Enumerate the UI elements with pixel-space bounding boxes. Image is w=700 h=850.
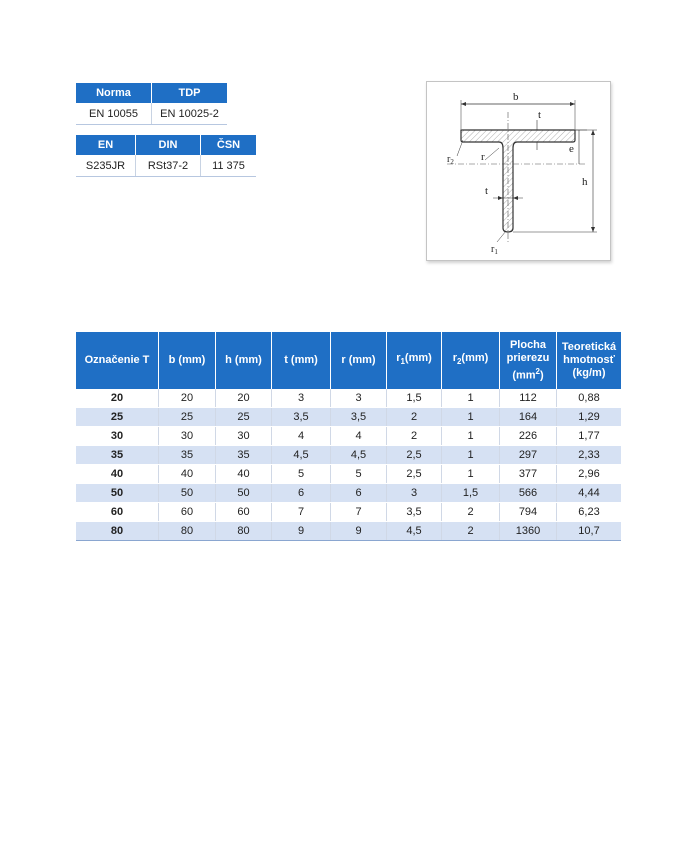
table-cell: 25 xyxy=(216,408,272,427)
table-cell: 60 xyxy=(76,503,159,522)
table-cell: 3 xyxy=(387,484,442,503)
table-cell: 7 xyxy=(331,503,387,522)
table-cell: 794 xyxy=(500,503,557,522)
table-cell: 2,5 xyxy=(387,465,442,484)
table-cell: 112 xyxy=(500,389,557,408)
table-row xyxy=(76,427,621,446)
table-cell: 60 xyxy=(216,503,272,522)
table-cell: 3,5 xyxy=(387,503,442,522)
table-cell: 20 xyxy=(76,389,159,408)
table-cell: 20 xyxy=(216,389,272,408)
label-e: e xyxy=(569,143,574,155)
table-cell: 4 xyxy=(272,427,331,446)
grade-table xyxy=(76,135,256,177)
t-profile-diagram xyxy=(426,81,611,261)
label-t-web: t xyxy=(485,185,489,197)
table-cell: 25 xyxy=(159,408,216,427)
table-cell: 40 xyxy=(216,465,272,484)
table-row xyxy=(76,465,621,484)
norm-value: EN 10055 xyxy=(76,103,152,125)
table-cell: 164 xyxy=(500,408,557,427)
table-row xyxy=(76,408,621,427)
table-cell: 4,5 xyxy=(272,446,331,465)
table-cell: 2 xyxy=(387,408,442,427)
label-b: b xyxy=(513,91,519,103)
label-r1: $r_1$ xyxy=(491,244,498,256)
t-profile-shape xyxy=(461,130,575,232)
table-cell: 2,96 xyxy=(557,465,622,484)
table-cell: 4,5 xyxy=(331,446,387,465)
t-profile-dimensions-table xyxy=(76,332,621,541)
table-cell: 60 xyxy=(159,503,216,522)
table-row xyxy=(76,389,621,408)
t-profile-drawing xyxy=(427,82,610,260)
table-cell: 4,44 xyxy=(557,484,622,503)
table-cell: 1,5 xyxy=(442,484,500,503)
header-b: b (mm) xyxy=(159,332,216,389)
table-cell: 0,88 xyxy=(557,389,622,408)
norm-header: Norma xyxy=(76,83,152,103)
table-cell: 10,7 xyxy=(557,522,622,541)
table-cell: 40 xyxy=(159,465,216,484)
table-cell: 40 xyxy=(76,465,159,484)
table-cell: 6 xyxy=(272,484,331,503)
header-mass: Teoretická hmotnosť (kg/m) xyxy=(557,332,622,389)
table-cell: 2 xyxy=(442,503,500,522)
grade-table-header xyxy=(76,135,256,155)
table-row xyxy=(76,446,621,465)
table-cell: 9 xyxy=(331,522,387,541)
table-cell: 1360 xyxy=(500,522,557,541)
table-cell: 2 xyxy=(387,427,442,446)
table-cell: 1,77 xyxy=(557,427,622,446)
table-cell: 297 xyxy=(500,446,557,465)
table-cell: 4 xyxy=(331,427,387,446)
label-h: h xyxy=(582,176,588,188)
norm-table-header xyxy=(76,83,227,103)
norm-table-row xyxy=(76,103,227,125)
table-cell: 50 xyxy=(76,484,159,503)
table-cell: 4,5 xyxy=(387,522,442,541)
table-cell: 30 xyxy=(76,427,159,446)
table-cell: 5 xyxy=(331,465,387,484)
header-designation: Označenie T xyxy=(76,332,159,389)
csn-value: 11 375 xyxy=(201,155,257,177)
table-cell: 1,29 xyxy=(557,408,622,427)
table-cell: 3,5 xyxy=(331,408,387,427)
en-value: S235JR xyxy=(76,155,136,177)
table-cell: 30 xyxy=(216,427,272,446)
table-cell: 6,23 xyxy=(557,503,622,522)
table-cell: 1 xyxy=(442,408,500,427)
table-cell: 25 xyxy=(76,408,159,427)
header-r1: $r_1(mm)$ xyxy=(387,332,442,389)
label-r: r xyxy=(481,151,485,163)
table-cell: 3,5 xyxy=(272,408,331,427)
table-cell: 3 xyxy=(331,389,387,408)
grade-table-row xyxy=(76,155,256,177)
table-cell: 6 xyxy=(331,484,387,503)
norm-table xyxy=(76,83,227,125)
table-cell: 35 xyxy=(216,446,272,465)
table-cell: 1 xyxy=(442,465,500,484)
table-cell: 566 xyxy=(500,484,557,503)
tdp-header: TDP xyxy=(152,83,228,103)
din-value: RSt37-2 xyxy=(136,155,201,177)
en-header: EN xyxy=(76,135,136,155)
table-cell: 35 xyxy=(159,446,216,465)
table-cell: 2,5 xyxy=(387,446,442,465)
table-cell: 20 xyxy=(159,389,216,408)
table-cell: 80 xyxy=(76,522,159,541)
table-row xyxy=(76,484,621,503)
label-r2: $r_2$ xyxy=(447,154,454,166)
table-cell: 3 xyxy=(272,389,331,408)
table-cell: 1,5 xyxy=(387,389,442,408)
header-r: r (mm) xyxy=(331,332,387,389)
table-cell: 1 xyxy=(442,446,500,465)
table-header-row xyxy=(76,332,621,389)
header-t: t (mm) xyxy=(272,332,331,389)
table-cell: 80 xyxy=(159,522,216,541)
din-header: DIN xyxy=(136,135,201,155)
tdp-value: EN 10025-2 xyxy=(152,103,228,125)
table-row xyxy=(76,522,621,541)
table-cell: 80 xyxy=(216,522,272,541)
table-cell: 9 xyxy=(272,522,331,541)
header-h: h (mm) xyxy=(216,332,272,389)
table-cell: 5 xyxy=(272,465,331,484)
table-cell: 2,33 xyxy=(557,446,622,465)
label-t-flange: t xyxy=(538,109,542,121)
table-cell: 50 xyxy=(216,484,272,503)
table-row xyxy=(76,503,621,522)
header-area: Plocha prierezu $(mm^2)$ xyxy=(500,332,557,389)
table-cell: 226 xyxy=(500,427,557,446)
table-cell: 50 xyxy=(159,484,216,503)
table-cell: 1 xyxy=(442,427,500,446)
table-cell: 7 xyxy=(272,503,331,522)
table-body xyxy=(76,389,621,541)
table-cell: 30 xyxy=(159,427,216,446)
csn-header: ČSN xyxy=(201,135,257,155)
table-cell: 377 xyxy=(500,465,557,484)
table-cell: 2 xyxy=(442,522,500,541)
header-r2: $r_2(mm)$ xyxy=(442,332,500,389)
table-cell: 35 xyxy=(76,446,159,465)
table-cell: 1 xyxy=(442,389,500,408)
